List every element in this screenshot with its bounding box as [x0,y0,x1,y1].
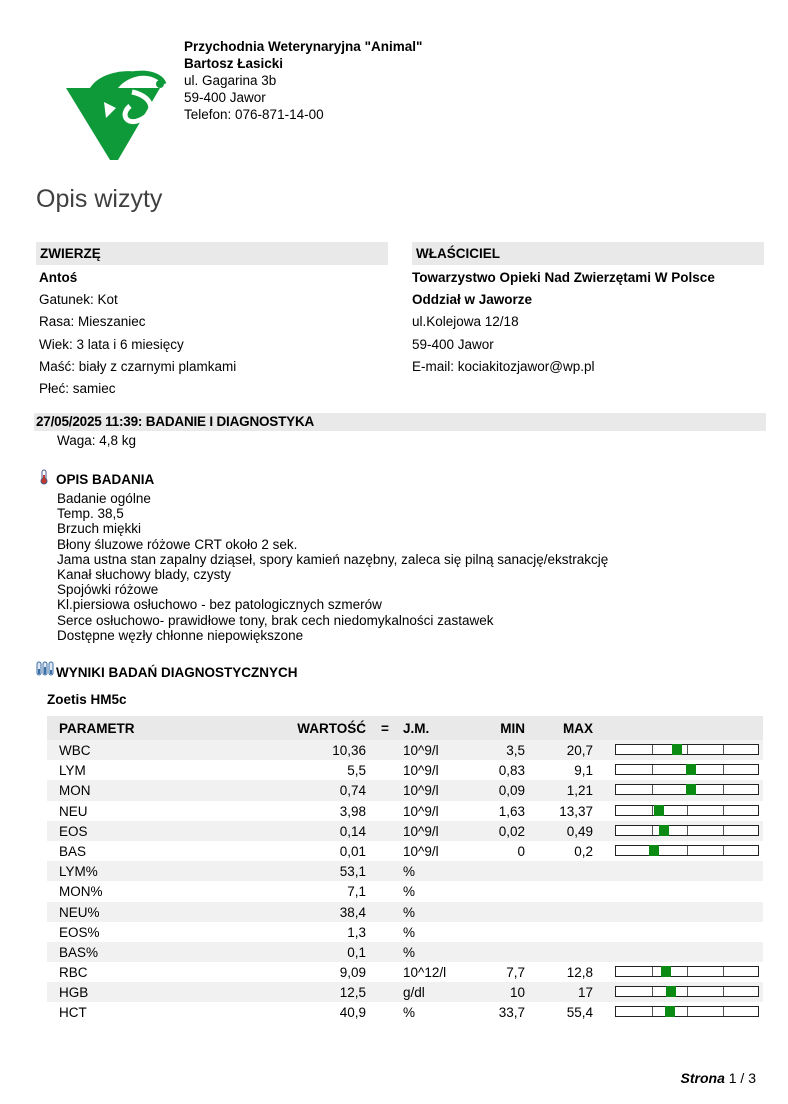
table-row [47,982,763,1002]
owner-street: ul.Kolejowa 12/18 [412,314,519,329]
table-header-row [47,716,763,740]
min-cell: 0,83 [498,763,525,779]
exam-line: Brzuch miękki [57,521,142,537]
exam-line: Błony śluzowe różowe CRT około 2 sek. [57,536,298,552]
column-header-min: MIN [500,721,525,736]
min-cell: 10 [509,985,525,1001]
exam-line: Spojówki różowe [57,582,159,598]
animal-color: Maść: biały z czarnymi plamkami [39,359,237,374]
value-cell: 9,09 [339,965,366,981]
max-cell: 0,2 [574,843,593,859]
table-row [47,1002,763,1022]
value-cell: 12,5 [339,985,366,1001]
min-cell: 3,5 [506,743,525,758]
max-cell: 20,7 [566,743,593,758]
param-cell: BAS [59,843,87,859]
column-header-value: WARTOŚĆ [297,721,366,736]
animal-header-label: ZWIERZĘ [40,246,101,261]
table-body [47,740,763,1023]
unit-cell: % [403,944,416,960]
min-cell: 0 [517,843,525,859]
visit-header-label: 27/05/2025 11:39: BADANIE I DIAGNOSTYKA [36,414,315,429]
reference-range-bar [615,1006,759,1017]
unit-cell: % [403,884,416,900]
table-row [47,942,763,962]
value-marker [686,784,696,795]
value-marker [654,805,664,816]
exam-line: Kanał słuchowy blady, czysty [57,567,231,583]
clinic-street: ul. Gagarina 3b [184,73,277,88]
param-cell: NEU [59,803,88,819]
exam-line: Kl.piersiowa osłuchowo - bez patologicznych szmerów [57,597,382,613]
animal-header [36,242,388,265]
reference-range-bar [615,805,759,816]
page-number: 1 / 3 [728,1070,756,1086]
animal-age: Wiek: 3 lata i 6 miesięcy [39,337,184,352]
value-marker [665,1006,675,1017]
reference-range-bar [615,986,759,997]
clinic-city: 59-400 Jawor [184,90,266,105]
reference-range-bar [615,784,759,795]
clinic-logo [60,62,172,162]
param-cell: HGB [59,985,89,1001]
owner-name-line2: Oddział w Jaworze [412,292,533,307]
min-cell: 33,7 [498,1005,525,1021]
table-row [47,780,763,800]
max-cell: 12,8 [566,965,593,981]
unit-cell: 10^9/l [403,743,439,758]
param-cell: BAS% [59,944,99,960]
param-cell: LYM% [59,864,98,880]
unit-cell: g/dl [403,985,425,1001]
value-marker [661,966,671,977]
table-row [47,861,763,881]
max-cell: 9,1 [574,763,593,779]
value-cell: 7,1 [347,884,366,900]
value-marker [659,825,669,836]
param-cell: MON [59,783,91,799]
value-cell: 10,36 [332,743,366,758]
value-cell: 40,9 [339,1005,366,1021]
unit-cell: % [403,864,416,880]
table-row [47,962,763,982]
value-cell: 0,1 [347,944,366,960]
max-cell: 17 [577,985,593,1001]
device-name: Zoetis HM5c [47,692,127,707]
reference-range-bar [615,825,759,836]
clinic-doctor: Bartosz Łasicki [184,56,284,71]
exam-header: OPIS BADANIA [56,472,155,487]
unit-cell: 10^9/l [403,803,439,819]
page-title: Opis wizyty [36,185,163,213]
snake-bowl-logo-icon [60,62,172,162]
visit-weight: Waga: 4,8 kg [57,433,137,448]
column-header-unit: J.M. [403,721,430,736]
reference-range-bar [615,845,759,856]
animal-name: Antoś [39,270,78,285]
owner-header [412,242,764,265]
reference-range-bar [615,764,759,775]
owner-city: 59-400 Jawor [412,337,494,352]
owner-name-line1: Towarzystwo Opieki Nad Zwierzętami W Polsce [412,270,715,285]
value-cell: 53,1 [339,864,366,880]
exam-line: Dostępne węzły chłonne niepowiększone [57,627,304,643]
table-row [47,760,763,780]
min-cell: 7,7 [506,965,525,981]
unit-cell: 10^9/l [403,783,439,799]
value-cell: 0,14 [339,823,366,839]
table-row [47,922,763,942]
test-tubes-icon [36,661,54,682]
max-cell: 1,21 [566,783,593,799]
param-cell: RBC [59,965,88,981]
table-row [47,902,763,922]
exam-description [57,491,608,643]
value-cell: 0,01 [339,843,366,859]
exam-line: Serce osłuchowo- prawidłowe tony, brak cech niedomykalności zastawek [57,612,494,628]
reference-range-bar [615,966,759,977]
min-cell: 0,02 [498,823,525,839]
table-row [47,821,763,841]
animal-sex: Płeć: samiec [39,381,116,396]
value-cell: 3,98 [339,803,366,819]
results-header: WYNIKI BADAŃ DIAGNOSTYCZNYCH [56,665,298,680]
value-cell: 0,74 [339,783,366,799]
page-footer [681,1070,756,1086]
unit-cell: 10^12/l [403,965,447,981]
param-cell: NEU% [59,904,100,920]
exam-line: Temp. 38,5 [57,506,124,522]
column-header-param: PARAMETR [59,721,135,736]
owner-email: E-mail: kociakitozjawor@wp.pl [412,359,595,374]
value-marker [672,744,682,755]
reference-range-bar [615,744,759,755]
unit-cell: % [403,1005,416,1021]
value-marker [666,986,676,997]
table-row [47,740,763,760]
param-cell: EOS% [59,924,100,940]
min-cell: 1,63 [498,803,525,819]
value-marker [649,845,659,856]
thermometer-icon [38,469,50,490]
clinic-info [184,38,422,123]
param-cell: WBC [59,743,91,758]
value-cell: 38,4 [339,904,366,920]
column-header-eq: = [381,721,389,736]
max-cell: 55,4 [566,1005,593,1021]
value-cell: 1,3 [347,924,366,940]
table-row [47,881,763,901]
max-cell: 0,49 [566,823,593,839]
param-cell: MON% [59,884,103,900]
visit-header [34,413,766,431]
unit-cell: 10^9/l [403,823,439,839]
table-row [47,841,763,861]
owner-header-label: WŁAŚCICIEL [416,246,500,261]
value-cell: 5,5 [347,763,366,779]
param-cell: EOS [59,823,88,839]
param-cell: LYM [59,763,86,779]
unit-cell: 10^9/l [403,763,439,779]
max-cell: 13,37 [559,803,593,819]
results-table [47,716,763,1023]
table-row [47,801,763,821]
column-header-max: MAX [563,721,593,736]
clinic-phone: Telefon: 076-871-14-00 [184,107,324,122]
clinic-name: Przychodnia Weterynaryjna "Animal" [184,39,423,54]
exam-line: Jama ustna stan zapalny dziąseł, spory kamień nazębny, zaleca się pilną sanację/ekstrakcję [57,551,609,567]
unit-cell: % [403,904,416,920]
animal-breed: Rasa: Mieszaniec [39,314,146,329]
unit-cell: 10^9/l [403,843,439,859]
exam-line: Badanie ogólne [57,491,151,506]
page-label: Strona [680,1070,725,1086]
param-cell: HCT [59,1005,87,1021]
min-cell: 0,09 [498,783,525,799]
unit-cell: % [403,924,416,940]
value-marker [686,764,696,775]
animal-species: Gatunek: Kot [39,292,118,307]
